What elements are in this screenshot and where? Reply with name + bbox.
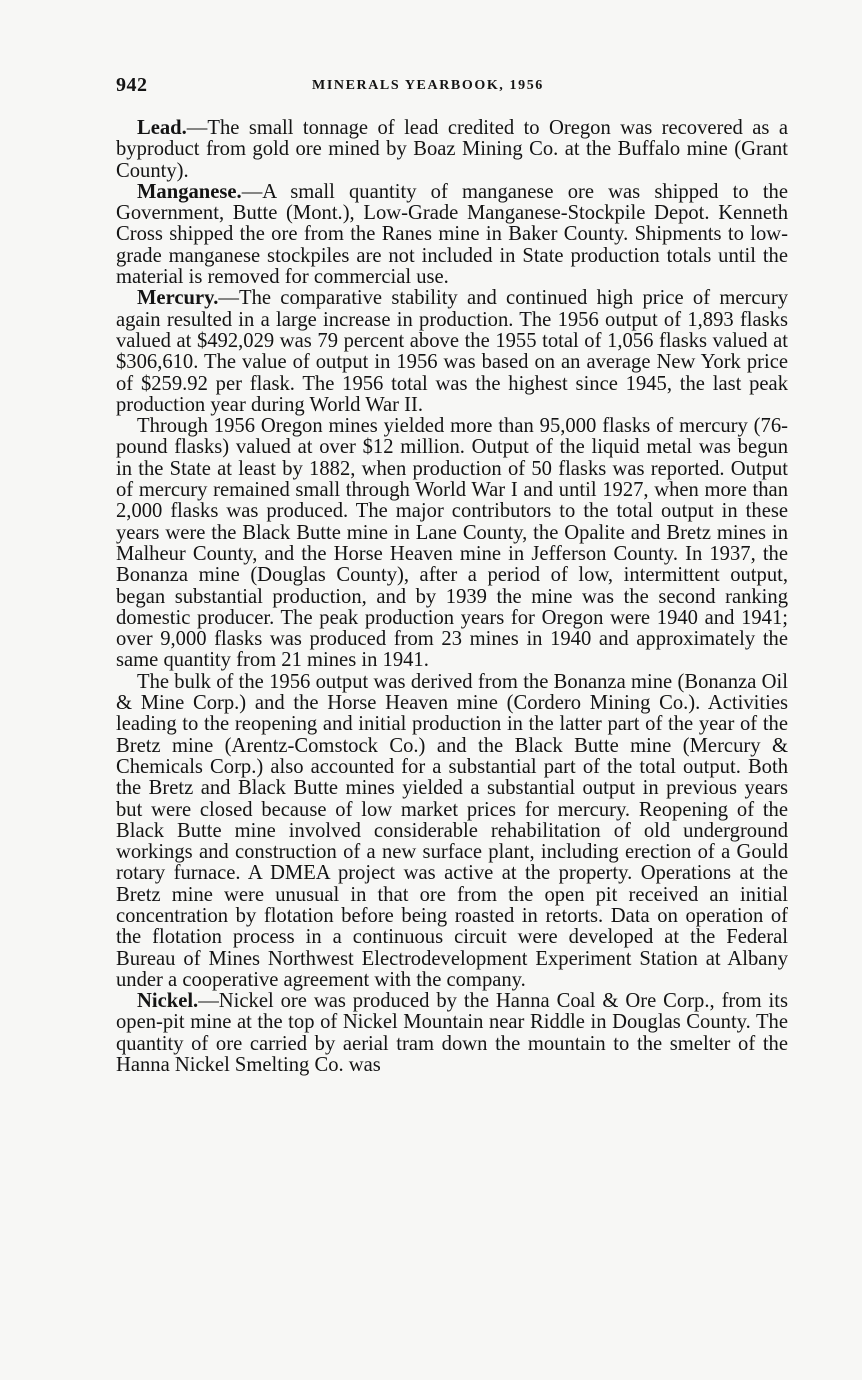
paragraph-text: The bulk of the 1956 output was derived from the Bonanza mine (Bonanza Oil & Mine Corp.) and the Horse Heaven mine (Cordero Mining Co.). Activities leading to the reopening and initial production in the latter part of the year of the Bretz mine (Arentz-Comstock Co.) and the Black Butte mine (Mercury & Chemicals Corp.) also accounted for a substantial part of the total output. Both the Bretz and Black Butte mines yielded a substantial output in previous years but were closed because of low market prices for mercury. Reopening of the Black Butte mine involved considerable rehabilitation of old underground workings and construction of a new surface plant, including erection of a Gould rotary furnace. A DMEA project was active at the property. Operations at the Bretz mine were unusual in that ore from the open pit received an initial concentration by flotation before being roasted in retorts. Data on operation of the flotation process in a continuous circuit were developed at the Federal Bureau of Mines Northwest Electrodevelopment Experiment Station at Albany under a cooperative agreement with the company.	[116, 670, 788, 991]
section-heading-nickel: Nickel.	[137, 990, 199, 1013]
paragraph-mercury	[116, 288, 788, 416]
paragraph-text: —Nickel ore was produced by the Hanna Coal & Ore Corp., from its open-pit mine at the top of Nickel Mountain near Riddle in Douglas County. The quantity of ore carried by aerial tram down the mountain to the smelter of the Hanna Nickel Smelting Co. was	[116, 990, 788, 1077]
running-head: MINERALS YEARBOOK, 1956	[312, 78, 544, 93]
paragraph-mercury-history	[116, 416, 788, 672]
section-heading-mercury: Mercury.	[137, 287, 219, 310]
paragraph-manganese	[116, 182, 788, 288]
section-heading-manganese: Manganese.	[137, 180, 242, 203]
page-number: 942	[116, 74, 148, 96]
paragraph-text: —A small quantity of manganese ore was shipped to the Government, Butte (Mont.), Low-Grade Manganese-Stockpile Depot. Kenneth Cross shipped the ore from the Ranes mine in Baker County. Shipments to low-grade manganese stockpiles are not included in State production totals until the material is removed for commercial use.	[116, 180, 788, 289]
document-page	[116, 70, 788, 1076]
paragraph-text: Through 1956 Oregon mines yielded more than 95,000 flasks of mercury (76-pound flasks) valued at over $12 million. Output of the liquid metal was begun in the State at least by 1882, when production of 50 flasks was reported. Output of mercury remained small through World War I and until 1927, when more than 2,000 flasks was produced. The major contributors to the total output in these years were the Black Butte mine in Lane County, the Opalite and Bretz mines in Malheur County, and the Horse Heaven mine in Jefferson County. In 1937, the Bonanza mine (Douglas County), after a period of low, intermittent output, began substantial production, and by 1939 the mine was the second ranking domestic producer. The peak production years for Oregon were 1940 and 1941; over 9,000 flasks was produced from 23 mines in 1940 and approximately the same quantity from 21 mines in 1941.	[116, 415, 788, 672]
paragraph-nickel	[116, 991, 788, 1076]
body-text	[116, 118, 788, 1076]
paragraph-mercury-1956-output	[116, 672, 788, 991]
paragraph-lead	[116, 118, 788, 182]
paragraph-text: —The small tonnage of lead credited to Oregon was recovered as a byproduct from gold ore mined by Boaz Mining Co. at the Buffalo mine (Grant County).	[116, 117, 788, 182]
page-header	[116, 70, 788, 106]
paragraph-text: —The comparative stability and continued high price of mercury again resulted in a large increase in production. The 1956 output of 1,893 flasks valued at $492,029 was 79 percent above the 1955 total of 1,056 flasks valued at $306,610. The value of output in 1956 was based on an average New York price of $259.92 per flask. The 1956 total was the highest since 1945, the last peak production year during World War II.	[116, 287, 788, 416]
section-heading-lead: Lead.	[137, 117, 187, 139]
